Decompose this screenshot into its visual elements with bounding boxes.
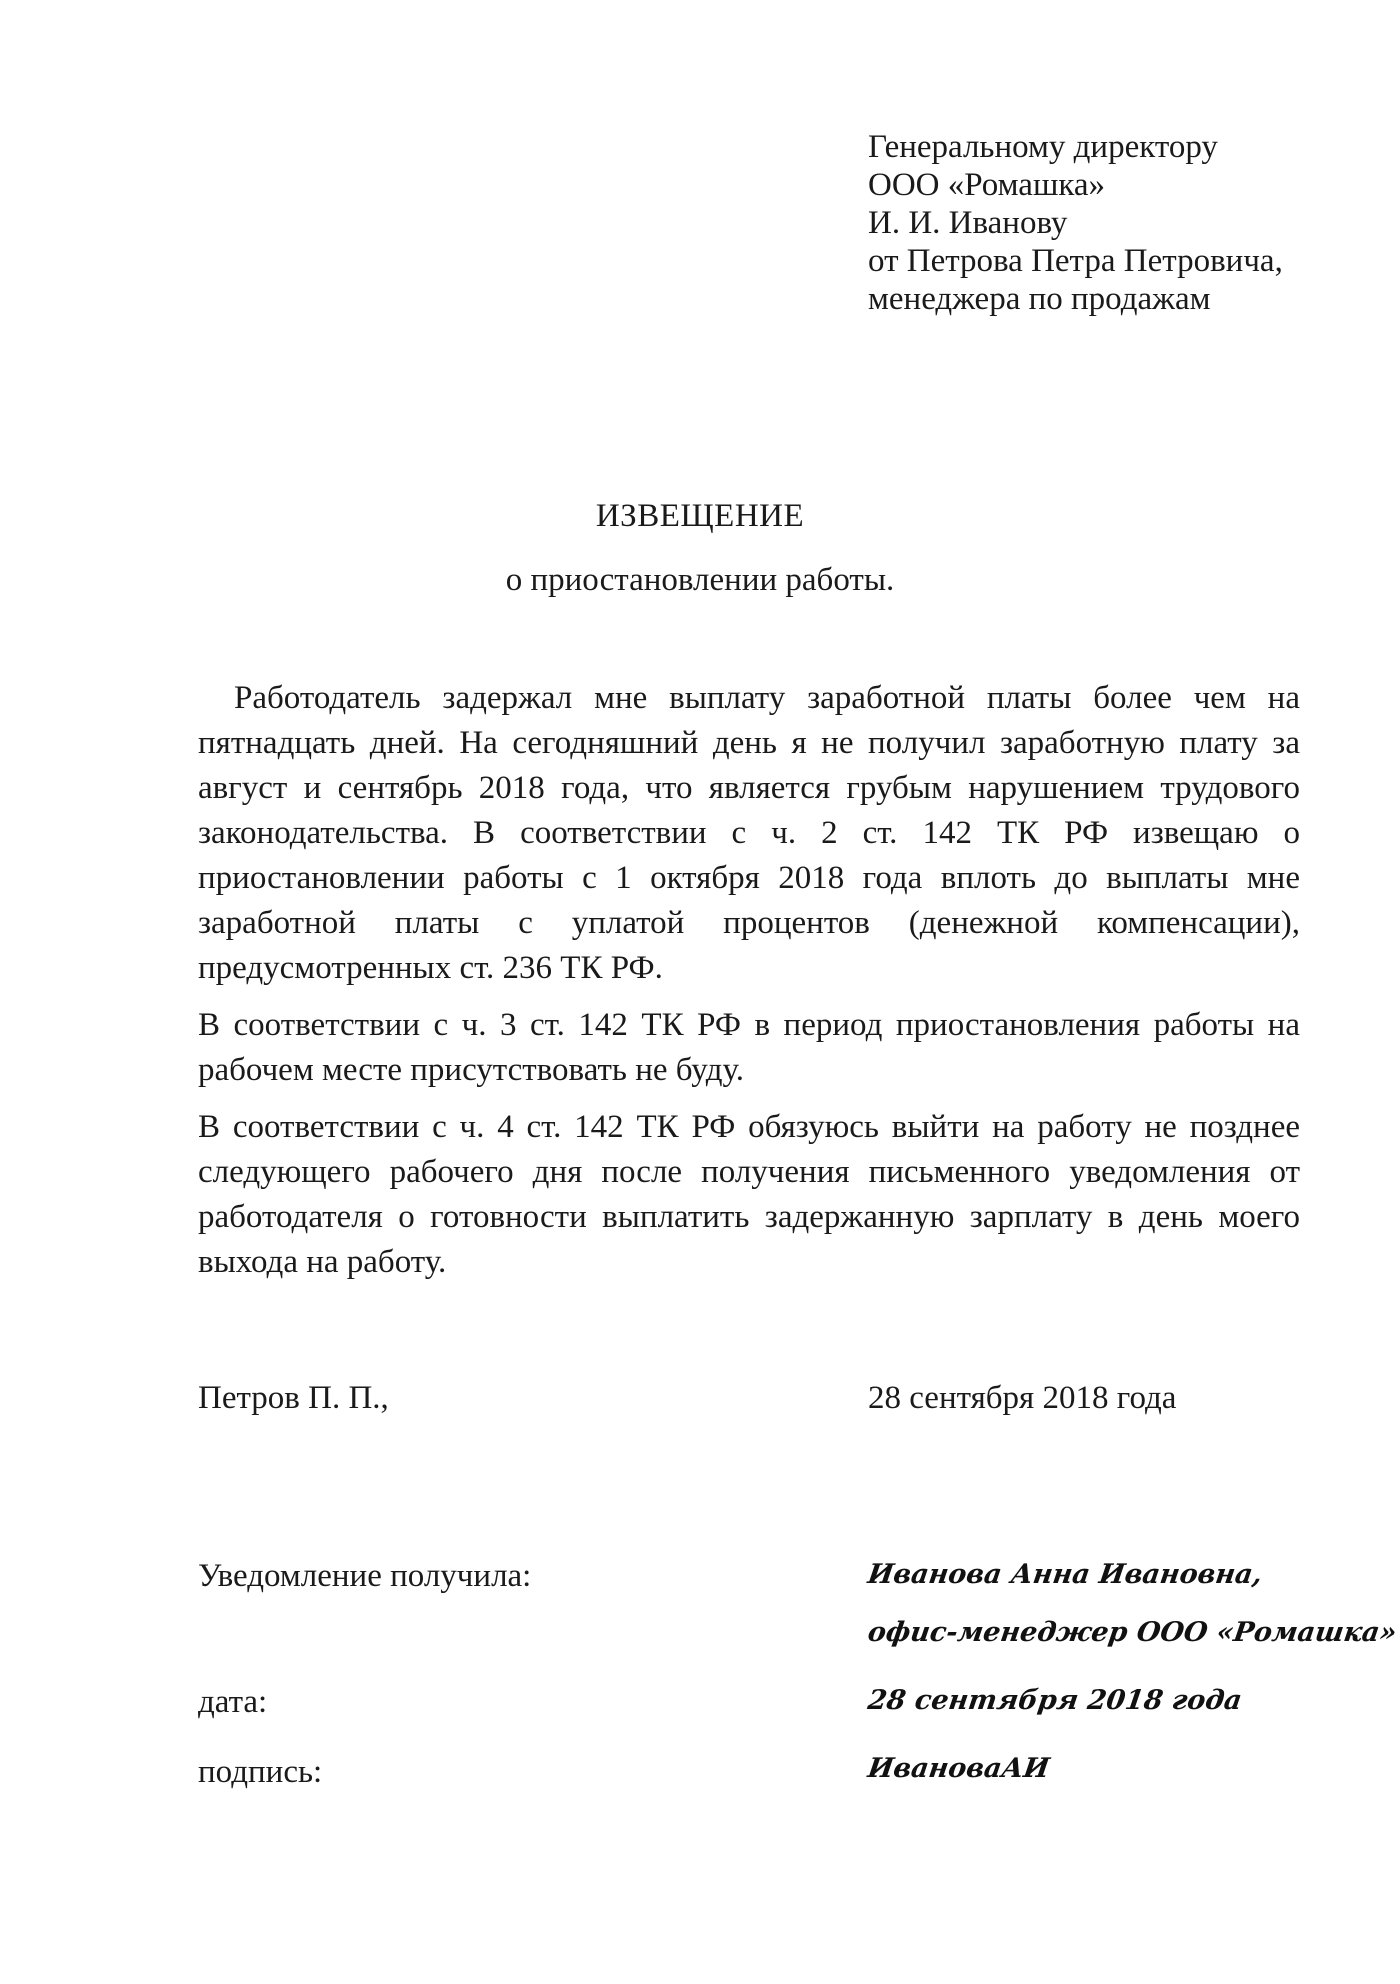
addressee-company: ООО «Ромашка» bbox=[868, 167, 1106, 203]
receipt-label: Уведомление получила: bbox=[198, 1558, 532, 1594]
document-title: ИЗВЕЩЕНИЕ bbox=[595, 498, 805, 534]
document-subtitle: о приостановлении работы. bbox=[505, 562, 895, 598]
body-paragraph-3: В соответствии с ч. 4 ст. 142 ТК РФ обязуюсь выйти на работу не позднее следующего рабочего дня после получения письменного уведомления от работодателя о готовности выплатить задержанную зарплату в день моего выхода на работу. bbox=[198, 1109, 1300, 1280]
receiver-signature-handwritten: ИвановаАИ bbox=[865, 1753, 1052, 1784]
addressee-name: И. И. Иванову bbox=[868, 205, 1068, 241]
sender-position: менеджера по продажам bbox=[868, 281, 1211, 317]
signer-name: Петров П. П., bbox=[198, 1380, 389, 1416]
receipt-date-label: дата: bbox=[198, 1684, 268, 1720]
document-body bbox=[198, 676, 1300, 1297]
receiver-name-handwritten: Иванова Анна Ивановна, bbox=[865, 1559, 1265, 1590]
sender-name: от Петрова Петра Петровича, bbox=[868, 243, 1283, 279]
signing-date: 28 сентября 2018 года bbox=[868, 1380, 1177, 1416]
receipt-date-handwritten: 28 сентября 2018 года bbox=[865, 1685, 1244, 1716]
addressee-block bbox=[868, 128, 1283, 318]
receipt-signature-label: подпись: bbox=[198, 1754, 323, 1790]
body-paragraph-2: В соответствии с ч. 3 ст. 142 ТК РФ в период приостановления работы на рабочем месте присутствовать не буду. bbox=[198, 1007, 1300, 1088]
addressee-position: Генеральному директору bbox=[868, 129, 1218, 165]
body-paragraph-1: Работодатель задержал мне выплату заработной платы более чем на пятнадцать дней. На сегодняшний день я не получил заработную плату за август и сентябрь 2018 года, что является грубым нарушением трудового законодательства. В соответствии с ч. 2 ст. 142 ТК РФ извещаю о приостановлении работы с 1 октября 2018 года вплоть до выплаты мне заработной платы с уплатой процентов (денежной компенсации), предусмотренных ст. 236 ТК РФ. bbox=[198, 680, 1300, 986]
receiver-position-handwritten: офис-менеджер ООО «Ромашка» bbox=[865, 1617, 1399, 1648]
